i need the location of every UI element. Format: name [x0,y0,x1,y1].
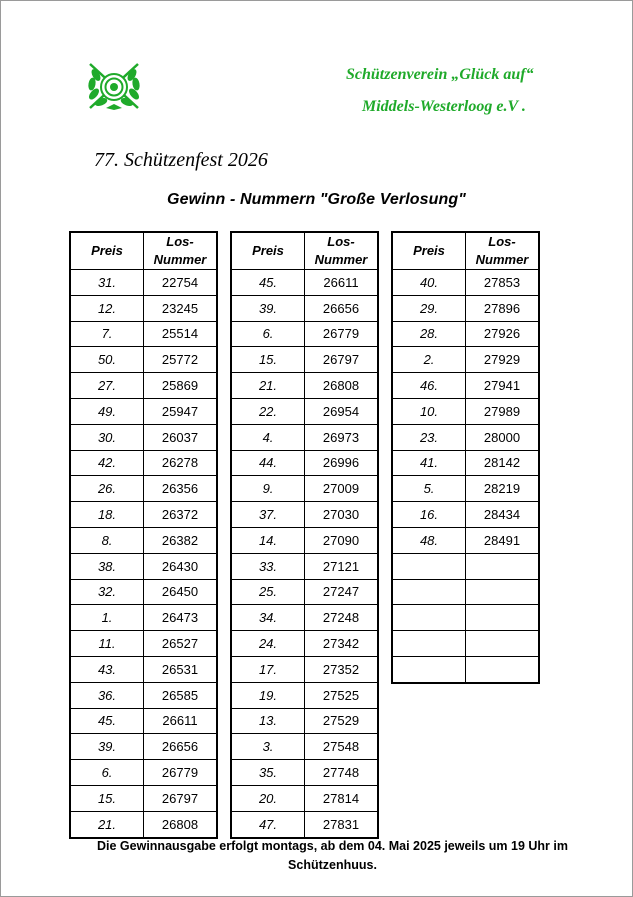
preis-cell: 47. [231,811,305,837]
los-nummer-cell: 26797 [305,347,379,373]
table-row [231,631,378,657]
preis-cell: 41. [392,450,466,476]
club-location: Middels-Westerloog e.V . [362,98,526,115]
los-nummer-cell: 26656 [305,295,379,321]
los-nummer-cell: 27248 [305,605,379,631]
table-row [231,708,378,734]
preis-cell: 45. [70,708,144,734]
table-row [70,347,217,373]
preis-cell: 16. [392,502,466,528]
preis-cell: 6. [70,760,144,786]
table-row [70,811,217,837]
table-row [231,295,378,321]
los-nummer-cell: 27896 [466,295,540,321]
preis-cell: 43. [70,656,144,682]
preis-cell: 18. [70,502,144,528]
preis-cell: 45. [231,270,305,296]
table-row [231,321,378,347]
table-row [392,527,539,553]
table-row [231,760,378,786]
preis-cell: 10. [392,398,466,424]
los-nummer-cell: 26037 [144,424,218,450]
preis-cell [392,553,466,579]
preis-cell: 4. [231,424,305,450]
preis-cell [392,579,466,605]
los-nummer-cell [466,605,540,631]
los-nummer-cell: 27342 [305,631,379,657]
table-row [392,450,539,476]
preis-cell: 12. [70,295,144,321]
preis-cell: 6. [231,321,305,347]
los-nummer-cell: 27989 [466,398,540,424]
los-nummer-cell: 25514 [144,321,218,347]
page-subtitle: Gewinn - Nummern "Große Verlosung" [167,191,466,208]
preis-cell: 36. [70,682,144,708]
results-table-3 [391,231,540,684]
preis-cell: 21. [70,811,144,837]
los-nummer-cell: 26973 [305,424,379,450]
table-row [231,347,378,373]
table-row [70,398,217,424]
los-nummer-cell: 27831 [305,811,379,837]
los-nummer-cell: 26996 [305,450,379,476]
preis-cell: 13. [231,708,305,734]
club-name: Schützenverein „Glück auf“ [346,66,534,83]
preis-header: Preis [392,232,466,270]
table-row [392,579,539,605]
preis-cell: 26. [70,476,144,502]
footer-note: Die Gewinnausgabe erfolgt montags, ab dem 04. Mai 2025 jeweils um 19 Uhr im Schützenhuus. [97,839,568,872]
los-nummer-cell: 22754 [144,270,218,296]
los-nummer-cell: 27529 [305,708,379,734]
preis-cell: 40. [392,270,466,296]
los-nummer-cell: 23245 [144,295,218,321]
table-row [392,424,539,450]
table-row [231,424,378,450]
table-row [70,373,217,399]
table-row [70,760,217,786]
preis-cell: 24. [231,631,305,657]
table-row [70,295,217,321]
los-nummer-cell: 27247 [305,579,379,605]
los-nummer-cell: 26611 [305,270,379,296]
los-nummer-cell: 26372 [144,502,218,528]
table-row [392,347,539,373]
los-nummer-cell [466,553,540,579]
table-row [231,527,378,553]
los-nummer-cell: 26356 [144,476,218,502]
preis-cell: 3. [231,734,305,760]
los-nummer-cell: 26954 [305,398,379,424]
preis-cell: 19. [231,682,305,708]
preis-cell: 39. [70,734,144,760]
preis-cell: 15. [70,785,144,811]
los-nummer-cell: 26808 [305,373,379,399]
preis-cell: 34. [231,605,305,631]
los-nummer-cell: 26656 [144,734,218,760]
table-row [231,476,378,502]
table-row [70,450,217,476]
preis-cell: 27. [70,373,144,399]
los-nummer-cell: 27352 [305,656,379,682]
los-nummer-cell: 27853 [466,270,540,296]
table-row [392,631,539,657]
preis-cell: 25. [231,579,305,605]
preis-cell: 49. [70,398,144,424]
los-nummer-cell: 27926 [466,321,540,347]
preis-cell: 32. [70,579,144,605]
los-nummer-cell: 27548 [305,734,379,760]
los-nummer-cell: 26808 [144,811,218,837]
preis-cell: 50. [70,347,144,373]
preis-cell: 7. [70,321,144,347]
los-nummer-cell: 25947 [144,398,218,424]
table-row [231,811,378,837]
table-row [70,424,217,450]
los-nummer-cell [466,579,540,605]
los-nummer-cell: 26527 [144,631,218,657]
preis-cell: 29. [392,295,466,321]
los-nummer-cell: 26450 [144,579,218,605]
los-nummer-cell: 28491 [466,527,540,553]
los-nummer-cell: 25772 [144,347,218,373]
table-row [392,605,539,631]
table-row [231,502,378,528]
preis-header: Preis [70,232,144,270]
preis-cell: 17. [231,656,305,682]
los-nummer-cell [466,631,540,657]
preis-cell: 39. [231,295,305,321]
table-row [392,398,539,424]
table-row [392,270,539,296]
event-title: 77. Schützenfest 2026 [94,149,268,171]
table-row [70,476,217,502]
table-row [70,321,217,347]
los-nummer-cell: 27009 [305,476,379,502]
los-nummer-cell: 26382 [144,527,218,553]
results-table-1 [69,231,218,839]
preis-cell: 46. [392,373,466,399]
preis-cell: 14. [231,527,305,553]
table-row [231,373,378,399]
los-nummer-cell: 27748 [305,760,379,786]
los-nummer-cell: 27814 [305,785,379,811]
preis-cell: 30. [70,424,144,450]
table-row [70,502,217,528]
los-nummer-cell: 27525 [305,682,379,708]
table-row [70,553,217,579]
preis-cell: 9. [231,476,305,502]
table-row [231,270,378,296]
preis-cell [392,605,466,631]
table-row [70,270,217,296]
table-row [231,605,378,631]
preis-cell: 15. [231,347,305,373]
preis-cell [392,631,466,657]
los-nummer-cell: 28219 [466,476,540,502]
preis-cell: 11. [70,631,144,657]
los-nummer-cell: 26797 [144,785,218,811]
los-nummer-cell: 26430 [144,553,218,579]
preis-cell: 23. [392,424,466,450]
preis-cell: 28. [392,321,466,347]
preis-cell: 22. [231,398,305,424]
table-row [392,656,539,682]
preis-cell: 35. [231,760,305,786]
table-row [392,553,539,579]
table-row [70,682,217,708]
los-nummer-cell: 26585 [144,682,218,708]
preis-cell: 20. [231,785,305,811]
preis-cell: 5. [392,476,466,502]
preis-cell: 8. [70,527,144,553]
los-nummer-cell: 27121 [305,553,379,579]
table-row [70,579,217,605]
los-nummer-cell: 26779 [305,321,379,347]
preis-cell [392,656,466,682]
table-row [70,527,217,553]
los-nummer-cell: 27941 [466,373,540,399]
los-nummer-cell: 26473 [144,605,218,631]
table-row [70,631,217,657]
table-row [70,734,217,760]
table-row [231,785,378,811]
table-row [231,734,378,760]
preis-cell: 48. [392,527,466,553]
table-row [231,450,378,476]
los-nummer-cell: 27030 [305,502,379,528]
los-nummer-cell: 26611 [144,708,218,734]
table-row [392,321,539,347]
los-nummer-cell: 26531 [144,656,218,682]
table-row [231,682,378,708]
los-nummer-cell: 27090 [305,527,379,553]
los-nummer-cell: 27929 [466,347,540,373]
table-row [70,605,217,631]
table-row [231,656,378,682]
club-emblem-icon [84,60,144,112]
table-row [392,476,539,502]
los-nummer-cell: 28434 [466,502,540,528]
preis-cell: 1. [70,605,144,631]
los-nummer-cell: 25869 [144,373,218,399]
table-row [392,502,539,528]
los-nummer-cell: 28000 [466,424,540,450]
results-table-2 [230,231,379,839]
preis-cell: 33. [231,553,305,579]
preis-cell: 38. [70,553,144,579]
preis-cell: 31. [70,270,144,296]
preis-cell: 42. [70,450,144,476]
preis-cell: 44. [231,450,305,476]
table-row [70,785,217,811]
preis-cell: 2. [392,347,466,373]
table-row [70,656,217,682]
los-nummer-cell: 28142 [466,450,540,476]
los-header: Los- Nummer [305,232,379,270]
table-row [70,708,217,734]
table-row [231,579,378,605]
table-row [392,295,539,321]
table-row [231,398,378,424]
table-row [392,373,539,399]
preis-cell: 37. [231,502,305,528]
los-nummer-cell [466,656,540,682]
los-nummer-cell: 26278 [144,450,218,476]
los-header: Los- Nummer [466,232,540,270]
los-header: Los- Nummer [144,232,218,270]
los-nummer-cell: 26779 [144,760,218,786]
preis-header: Preis [231,232,305,270]
table-row [231,553,378,579]
preis-cell: 21. [231,373,305,399]
